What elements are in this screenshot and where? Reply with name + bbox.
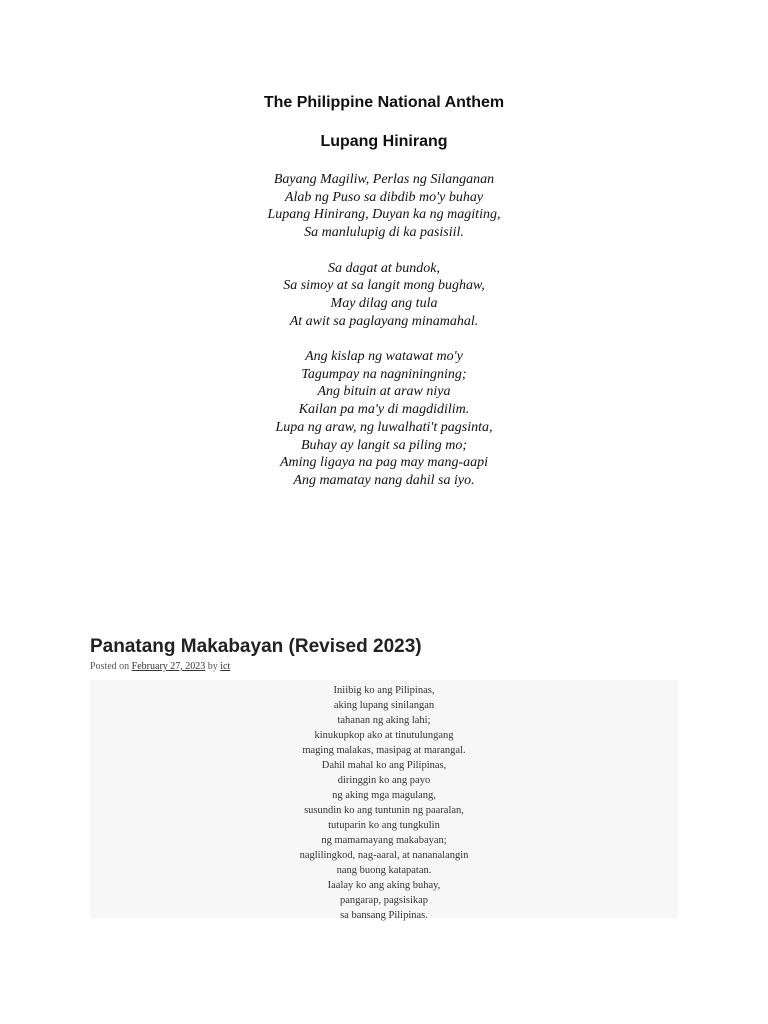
lyric-line: Bayang Magiliw, Perlas ng Silanganan (273, 172, 495, 187)
lyric-line: Tagumpay na nagniningning; (301, 366, 467, 382)
anthem-lyrics (0, 171, 768, 490)
lyric-line: Ang kislap ng watawat mo'y (305, 349, 463, 364)
pledge-line: nang buong katapatan. (336, 865, 432, 876)
anthem-stanza (0, 260, 768, 331)
post-date-link[interactable]: February 27, 2023 (131, 661, 206, 672)
lyric-line: Sa simoy at sa langit mong bughaw, (283, 278, 485, 294)
pledge-line: tahanan ng aking lahi; (337, 715, 431, 726)
pledge-line: susundin ko ang tuntunin ng paaralan, (304, 805, 464, 816)
by-label: by (207, 661, 218, 672)
pledge-line: Dahil mahal ko ang Pilipinas, (321, 760, 447, 771)
pledge-line: sa bansang Pilipinas. (340, 910, 428, 921)
pledge-line: diringgin ko ang payo (337, 775, 431, 786)
lyric-line: Buhay ay langit sa piling mo; (300, 437, 468, 453)
lyric-line: Sa dagat at bundok, (328, 260, 440, 276)
post-author-link[interactable]: ict (220, 661, 231, 672)
anthem-subtitle: Lupang Hinirang (320, 133, 448, 150)
lyric-line: Kailan pa ma'y di magdidilim. (298, 402, 470, 418)
pledge-line: tutuparin ko ang tungkulin (328, 820, 440, 831)
anthem-section (0, 93, 768, 507)
lyric-line: Ang bituin at araw niya (317, 384, 451, 400)
pledge-line: pangarap, pagsisikap (339, 895, 429, 906)
pledge-line: ng aking mga magulang, (332, 790, 436, 801)
lyric-line: Sa manlulupig di ka pasisiil. (304, 225, 464, 241)
pledge-line: Iaalay ko ang aking buhay, (327, 880, 441, 891)
anthem-stanza (0, 348, 768, 490)
anthem-title: The Philippine National Anthem (263, 94, 505, 111)
lyric-line: Lupang Hinirang, Duyan ka ng magiting, (267, 207, 501, 223)
lyric-line: At awit sa paglayang minamahal. (289, 313, 479, 329)
anthem-stanza (0, 171, 768, 242)
lyric-line: Alab ng Puso sa dibdib mo'y buhay (284, 189, 484, 205)
lyric-line: Aming ligaya na pag may mang-aapi (279, 455, 489, 471)
pledge-line: aking lupang sinilangan (333, 700, 435, 711)
pledge-line: kinukupkop ako at tinutulungang (314, 730, 454, 741)
post-meta (90, 660, 678, 674)
post-title[interactable]: Panatang Makabayan (Revised 2023) (90, 636, 422, 657)
pledge-text-block (90, 680, 678, 921)
pledge-line: naglilingkod, nag-aaral, at nananalangin (299, 850, 469, 861)
lyric-line: Ang mamatay nang dahil sa iyo. (293, 472, 475, 488)
lyric-line: May dilag ang tula (330, 295, 438, 311)
blog-post (90, 634, 678, 921)
pledge-line: maging malakas, masipag at marangal. (302, 745, 466, 756)
lyric-line: Lupa ng araw, ng luwalhati't pagsinta, (275, 419, 493, 435)
posted-on-label: Posted on (90, 661, 130, 672)
pledge-line: Iniibig ko ang Pilipinas, (333, 685, 435, 696)
pledge-line: ng mamamayang makabayan; (321, 835, 447, 846)
